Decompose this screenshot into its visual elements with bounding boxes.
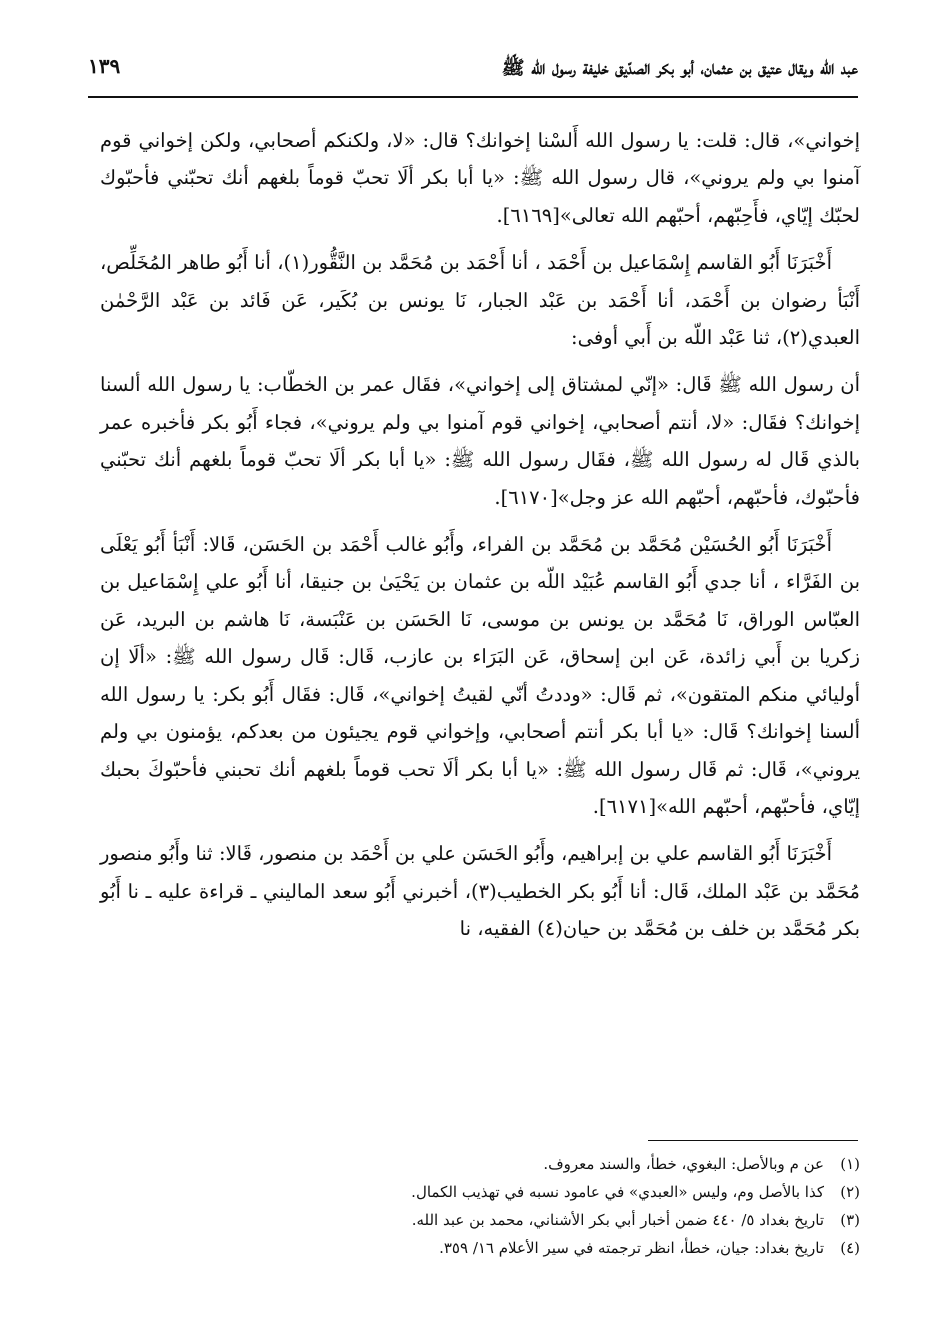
footnote-text: عن م وبالأصل: البغوي، خطأ، والسند معروف. [543,1155,824,1173]
paragraph-isnad-1: أَخْبَرَنَا أَبُو القاسم إِسْمَاعيل بن أَحْمَد ، أنا أَحْمَد بن مُحَمَّد بن النَّقُّور(١)، أنا أَبُو طاهر المُخَلِّص، أَنْبَأ رضوان بن أَحْمَد، أنا أَحْمَد بن عَبْد الجبار، نَا يونس بن بُكَير، عَن فَائد بن عَبْد الرَّحْمٰن العبدي(٢)، ثنا عَبْد اللّه بن أَبي أوفى: [100,251,860,350]
footnote-number: (١) [840,1155,860,1173]
running-title: عبد الله ويقال عتيق بن عثمان، أبو بكر الصدّيق خليفة رسول الله ﷺ [501,57,858,79]
paragraph-isnad-2: أَخْبَرَنَا أَبُو الحُسَيْن مُحَمَّد بن مُحَمَّد بن الفراء، وأَبُو غالب أَحْمَد بن الحَسَن، قَالا: أَنْبَأ أَبُو يَعْلَى بن الفَرَّاء ، أنا جدي أَبُو القاسم عُبَيْد اللّه بن عثمان بن يَحْيَىٰ بن جنيقا، أنا أَبُو علي إِسْمَاعيل بن العبّاس الوراق، نَا مُحَمَّد بن يونس بن موسى، نَا الحَسَن بن عَنْبَسة، نَا هاشم بن البريد، عَن زكريا بن أَبي زائدة، عَن ابن إسحاق، عَن البَرَاء بن عازب، قَال: قَال رسول الله ﷺ: «ألَا إن أوليائي منكم المتقون»، ثم قَال: «وددتُ أنّي لقيتُ إخواني»، قَال: فقَال أَبُو بكر: يا رسول الله ألسنا إخوانك؟ قَال: «يا أبا بكر أنتم أصحابي، وإخواني قوم يجيئون من بعدكم، يؤمنون بي ولم يروني»، قَال: ثم قَال رسول الله ﷺ: «يا أبا بكر ألَا تحب قوماً بلغهم أنك تحبني فأحبّوكَ بحبك إيّاي، فأحبّهم، أحبّهم الله»[٦١٧١]. [100,533,860,818]
footnote-item [300,1178,860,1206]
paragraph-isnad-3: أَخْبَرَنَا أَبُو القاسم علي بن إبراهيم، وأَبُو الحَسَن علي بن أَحْمَد بن منصور، قَالا: ثنا وأَبُو منصور مُحَمَّد بن عَبْد الملك، قَال: أنا أَبُو بكر الخطيب(٣)، أخبرني أَبُو سعد الماليني ـ قراءة عليه ـ نا أَبُو بكر مُحَمَّد بن خلف بن مُحَمَّد بن حيان(٤) الفقيه، نا [100,842,860,941]
footnote-text: تاريخ بغداد ٥/ ٤٤٠ ضمن أخبار أبي بكر الأشناني، محمد بن عبد الله. [411,1211,824,1229]
footnote-number: (٤) [840,1239,860,1257]
footnote-number: (٣) [840,1211,860,1229]
main-text [100,122,860,958]
header-rule [88,96,858,98]
paragraph-continuation: إخواني»، قال: قلت: يا رسول الله أَلسْنا إخوانك؟ قال: «لا، ولكنكم أصحابي، ولكن إخواني قوم آمنوا بي ولم يروني»، قال رسول الله ﷺ: «يا أبا بكر ألَا تحبّ قوماً بلغهم أنك تحبّني فأحبّوك لحبّك إيّاي، فأَحِبّهم، أحبّهم الله تعالى»[٦١٦٩]. [100,129,860,227]
page-number: ١٣٩ [88,54,121,78]
footnote-text: كذا بالأصل وم، وليس «العبدي» في عامود نسبه في تهذيب الكمال. [411,1183,824,1201]
footnote-item [300,1150,860,1178]
footnote-separator [648,1140,858,1141]
footnotes [300,1150,860,1262]
footnote-item [300,1234,860,1262]
footnote-number: (٢) [840,1183,860,1201]
paragraph-hadith-1: أن رسول الله ﷺ قَال: «إنّي لمشتاق إلى إخواني»، فقَال عمر بن الخطّاب: يا رسول الله ألسنا إخوانك؟ فقَال: «لا، أنتم أصحابي، إخواني قوم آمنوا بي ولم يروني»، فجاء أَبُو بكر فأخبره عمر بالذي قَال له رسول الله ﷺ، فقَال رسول الله ﷺ: «يا أبا بكر ألَا تحبّ قوماً بلغهم أنك تحبّني فأحبّوك، فأحبّهم، أحبّهم الله عز وجل»[٦١٧٠]. [100,373,860,509]
page-header [88,52,858,92]
footnote-item [300,1206,860,1234]
footnote-text: تاريخ بغداد: جيان، خطأ، انظر ترجمته في سير الأعلام ١٦/ ٣٥٩. [439,1239,824,1257]
